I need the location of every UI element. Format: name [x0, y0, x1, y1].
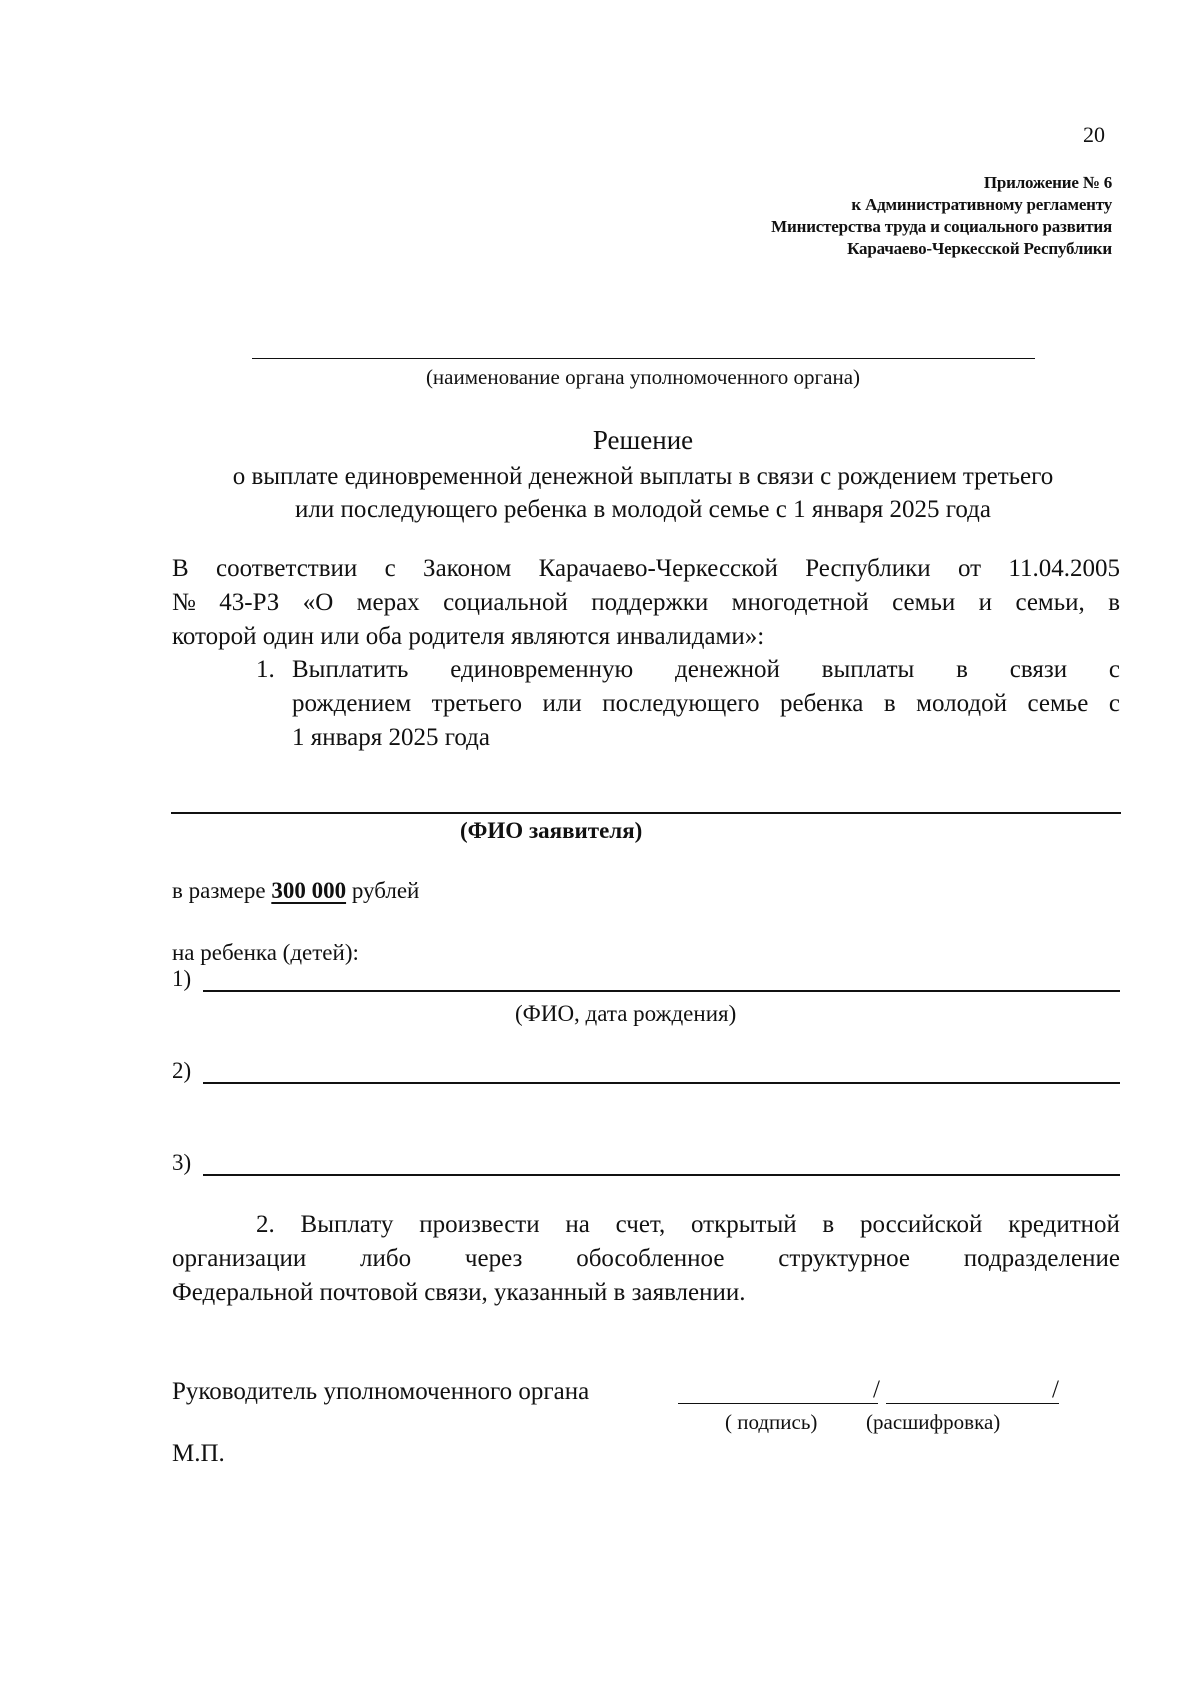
amount-prefix: в размере	[172, 878, 266, 903]
appendix-line-1: Приложение № 6	[983, 173, 1112, 192]
child-2-number: 2)	[172, 1058, 192, 1083]
child-2-blank-line	[203, 1082, 1120, 1084]
organ-blank-line	[252, 358, 1035, 359]
child-caption: (ФИО, дата рождения)	[515, 1001, 737, 1026]
amount-line	[172, 878, 419, 904]
point1-line-3: 1 января 2025 года	[292, 724, 490, 751]
decision-subtitle-line-1: о выплате единовременной денежной выплаты в связи с рождением третьего	[232, 463, 1054, 490]
signature-slash-1: /	[873, 1376, 880, 1403]
point2-line-3: Федеральной почтовой связи, указанный в заявлении.	[172, 1279, 746, 1306]
decode-blank-line	[886, 1403, 1059, 1404]
organ-caption: (наименование органа уполномоченного органа)	[425, 365, 861, 389]
signer-title: Руководитель уполномоченного органа	[172, 1378, 590, 1405]
children-label: на ребенка (детей):	[172, 940, 359, 965]
point2-number: 2.	[256, 1211, 275, 1238]
signature-slash-2: /	[1052, 1376, 1059, 1403]
child-3-blank-line	[203, 1174, 1120, 1176]
child-3-number: 3)	[172, 1150, 192, 1175]
amount-suffix: рублей	[351, 878, 420, 903]
page-number: 20	[1083, 122, 1105, 147]
stamp-place: М.П.	[172, 1440, 225, 1467]
appendix-line-3: Министерства труда и социального развития	[771, 217, 1112, 236]
point2-line-1: 2. Выплату произвести на счет, открытый в российской кредитной	[256, 1211, 1120, 1238]
decision-subtitle	[0, 460, 1200, 526]
appendix-line-2: к Административному регламенту	[851, 195, 1112, 214]
decision-title: Решение	[592, 425, 694, 455]
point2-line-2: организации либо через обособленное структурное подразделение	[172, 1245, 1120, 1272]
preamble-line-1: В соответствии с Законом Карачаево-Черкесской Республики от 11.04.2005	[172, 555, 1120, 582]
decision-subtitle-line-2: или последующего ребенка в молодой семье с 1 января 2025 года	[294, 496, 991, 523]
point1-number: 1.	[256, 656, 275, 683]
point1-line-2: рождением третьего или последующего ребенка в молодой семье с	[292, 690, 1120, 717]
applicant-caption: (ФИО заявителя)	[460, 818, 643, 843]
point1-line-1: Выплатить единовременную денежной выплаты в связи с	[292, 656, 1120, 683]
amount-value: 300 000	[271, 878, 347, 903]
child-1-blank-line	[203, 990, 1120, 992]
decode-caption: (расшифровка)	[866, 1410, 1001, 1434]
signature-blank-line	[678, 1403, 878, 1404]
preamble-line-2: № 43-РЗ «О мерах социальной поддержки многодетной семьи и семьи, в	[172, 589, 1120, 616]
appendix-line-4: Карачаево-Черкесской Республики	[847, 239, 1112, 258]
preamble-line-3: которой один или оба родителя являются инвалидами»:	[172, 623, 765, 650]
applicant-blank-line	[171, 812, 1121, 814]
signature-caption: ( подпись)	[725, 1410, 818, 1434]
child-1-number: 1)	[172, 966, 192, 991]
appendix-block	[612, 172, 1112, 260]
